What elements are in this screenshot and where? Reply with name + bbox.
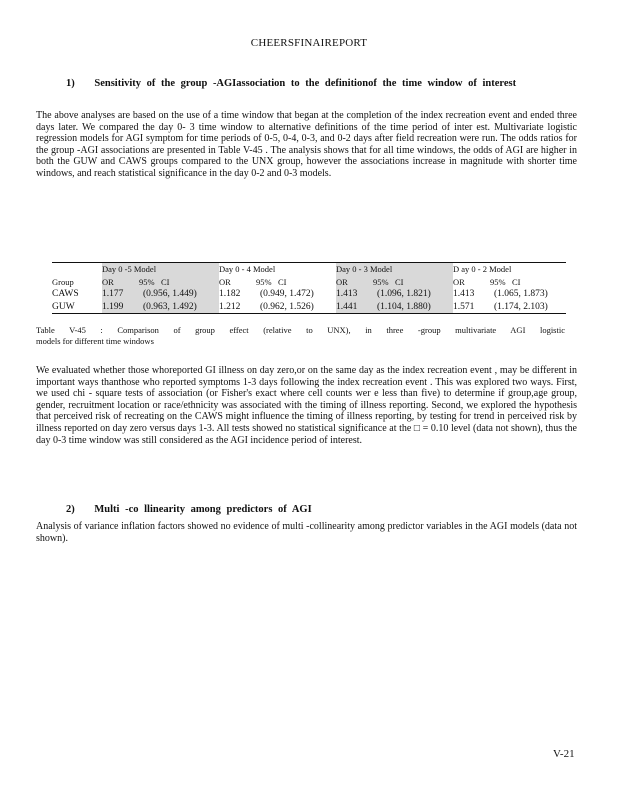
section-2-heading bbox=[66, 504, 312, 515]
section-1-text: The above analyses are based on the use of a time window that began at the completion of the index recreation event and ended three days later. We compared the day 0- 3 time window to alternative definitions of the time period of inter est. Multivariate logistic regression models for AGI symptom for time periods of 0-5, 0-4, 0-3, and 0-2 days after field recreation were run. The odds ratios for the group -AGI associations are presented in Table V-45 . The analysis shows that for all time windows, the odds of AGI are higher in both the GUW and CAWS groups compared to the UNX group, however the associations increase in magnitude with shorter time windows, and reach statistical significance in the day 0-2 and 0-3 models. bbox=[36, 110, 577, 179]
section-2-number: 2) bbox=[66, 504, 75, 515]
ci-cell: (1.096, 1.821) bbox=[373, 288, 453, 301]
or-cell: 1.413 bbox=[453, 289, 475, 300]
section-1b-paragraph bbox=[36, 365, 577, 446]
section-1-paragraph bbox=[36, 110, 577, 180]
table-model-header-row bbox=[52, 263, 566, 276]
or-cell: 1.182 bbox=[219, 289, 241, 300]
ci-cell: (0.962, 1.526) bbox=[256, 301, 336, 314]
ci-cell: (1.065, 1.873) bbox=[494, 289, 548, 300]
or-cell: 1.212 bbox=[219, 301, 256, 314]
section-1-number: 1) bbox=[66, 78, 75, 89]
group-cell: GUW bbox=[52, 301, 102, 314]
model-label: Day 0 -5 Model bbox=[102, 263, 219, 276]
section-2-title: Multi -co llinearity among predictors of AGI bbox=[94, 504, 312, 515]
section-2-text: Analysis of variance inflation factors showed no evidence of multi -collinearity among predictor variables in the AGI models (data not shown). bbox=[36, 521, 577, 544]
section-1-heading bbox=[66, 78, 516, 89]
ci-cell: (0.949, 1.472) bbox=[260, 289, 314, 300]
page-number: V-21 bbox=[553, 748, 575, 760]
section-1b-text: We evaluated whether those whoreported GI illness on day zero,or on the same day as the index recreation event , may be different in important ways thanthose who reported symptoms 1-3 days following the index recreation event . This was explored two ways. First, we used chi - square tests of association (or Fisher's exact where cell counts wer e less than five) to determine if group,age group, gender, recruitment location or race/ethnicity was associated with the timing of illness reporting. Second, we explored the hypothesis that perceived risk of recreating on the CAWS might influence the timing of illness reporting, by testing for trend in perceived risk by illness reported on day zero versus days 1-3. All tests showed no statistical significance at the □ = 0.10 level (data not shown), thus the day 0-3 time window was still considered as the AGI incidence period of interest. bbox=[36, 365, 577, 446]
group-cell: CAWS bbox=[52, 289, 79, 300]
ci-cell: (1.104, 1.880) bbox=[373, 301, 453, 314]
caption-line-1: Table V-45 : Comparison of group effect (relative to UNX), in three -group multivariate AGI logistic bbox=[36, 325, 565, 335]
or-cell: 1.571 bbox=[453, 301, 490, 314]
ci-cell: (0.956, 1.449) bbox=[139, 288, 219, 301]
model-label: Day 0 - 4 Model bbox=[219, 264, 276, 275]
table-caption bbox=[36, 325, 565, 347]
ci-header: 95% CI bbox=[256, 276, 287, 287]
table-subheader-row bbox=[52, 276, 566, 289]
report-title: CHEERSFINAIREPORT bbox=[250, 37, 368, 49]
or-cell: 1.441 bbox=[336, 301, 373, 314]
model-label: Day 0 - 3 Model bbox=[336, 263, 453, 276]
or-cell: 1.177 bbox=[102, 288, 139, 301]
table-row bbox=[52, 288, 566, 301]
ci-header: 95% CI bbox=[139, 276, 219, 289]
or-header: OR bbox=[102, 276, 139, 289]
ci-header: 95% CI bbox=[490, 276, 521, 287]
model-label: D ay 0 - 2 Model bbox=[453, 264, 512, 275]
section-2-paragraph bbox=[36, 521, 577, 544]
ci-cell: (1.174, 2.103) bbox=[490, 301, 566, 314]
ci-header: 95% CI bbox=[373, 276, 453, 289]
or-header: OR bbox=[336, 276, 373, 289]
or-header: OR bbox=[453, 276, 465, 287]
or-header: OR bbox=[219, 276, 231, 287]
odds-ratio-table bbox=[52, 262, 566, 314]
group-column-header: Group bbox=[52, 276, 74, 287]
ci-cell: (0.963, 1.492) bbox=[139, 301, 219, 314]
or-cell: 1.413 bbox=[336, 288, 373, 301]
table-row bbox=[52, 301, 566, 314]
section-1-title: Sensitivity of the group -AGIassociation to the definitionof the time window of interest bbox=[94, 78, 517, 89]
or-cell: 1.199 bbox=[102, 301, 139, 314]
caption-line-2: models for different time windows bbox=[36, 336, 154, 346]
